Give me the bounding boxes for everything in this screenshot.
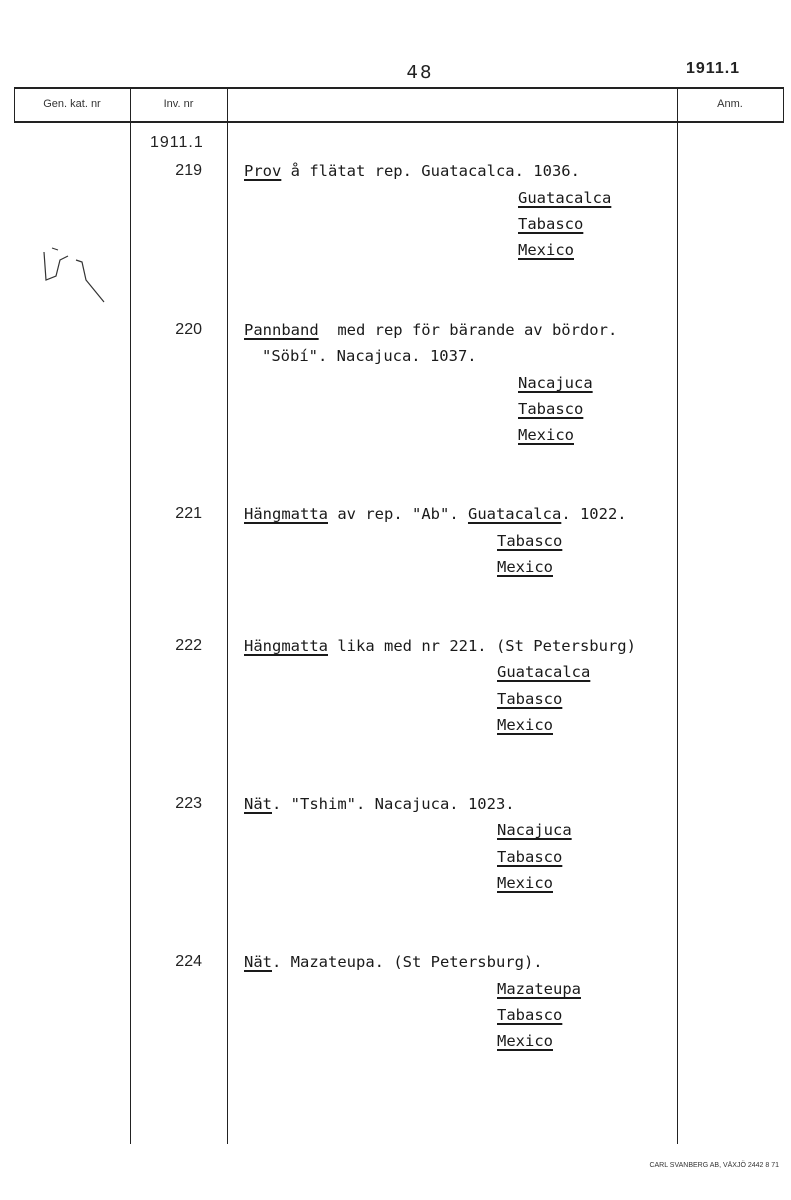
inv-number-221: 221 xyxy=(175,505,202,522)
column-header-anm: Anm. xyxy=(717,98,743,110)
entry-220-location-3: Mexico xyxy=(518,426,574,444)
entry-219-title: Prov xyxy=(244,162,282,180)
inv-number-223: 223 xyxy=(175,795,202,812)
entry-220-text: med rep för bärande av bördor. xyxy=(318,321,618,339)
entry-222-title: Hängmatta xyxy=(244,637,328,655)
entry-222-location-1: Guatacalca xyxy=(497,663,591,681)
entry-223-location-3: Mexico xyxy=(497,874,553,892)
entry-223-title: Nät xyxy=(244,795,272,813)
entry-223-location-2: Tabasco xyxy=(497,848,563,866)
header-year: 1911.1 xyxy=(686,60,741,77)
column-divider-desc xyxy=(227,87,228,1144)
column-divider-anm xyxy=(677,87,678,1144)
entry-219-text: å flätat rep. Guatacalca. 1036. xyxy=(281,162,580,180)
entry-221-location-2: Mexico xyxy=(497,558,553,576)
entry-223-location-1: Nacajuca xyxy=(497,821,572,839)
entry-220-description-2: "Söbí". Nacajuca. 1037. xyxy=(262,347,477,365)
entry-224-text: . Mazateupa. (St Petersburg). xyxy=(272,953,543,971)
entry-224-description xyxy=(244,953,543,971)
entry-219-description xyxy=(244,162,580,180)
column-header-gen-kat: Gen. kat. nr xyxy=(43,98,101,110)
page-number: 48 xyxy=(406,62,434,83)
entry-222-description xyxy=(244,637,636,655)
column-divider-right-edge xyxy=(783,87,784,122)
printer-imprint: CARL SVANBERG AB, VÄXJÖ 2442 8 71 xyxy=(649,1162,779,1169)
entry-223-text: . "Tshim". Nacajuca. 1023. xyxy=(272,795,515,813)
entry-221-text-2: . 1022. xyxy=(561,505,627,523)
entry-221-description xyxy=(244,505,627,523)
handwritten-mark xyxy=(30,240,110,310)
entry-224-title: Nät xyxy=(244,953,272,971)
entry-221-title: Hängmatta xyxy=(244,505,328,523)
column-header-inv: Inv. nr xyxy=(163,98,194,110)
entry-220-description xyxy=(244,321,617,339)
entry-221-location-1: Tabasco xyxy=(497,532,563,550)
entry-219-location-1: Guatacalca xyxy=(518,189,612,207)
entry-220-location-2: Tabasco xyxy=(518,400,584,418)
entry-224-location-1: Mazateupa xyxy=(497,980,581,998)
inv-number-219: 219 xyxy=(175,162,202,179)
inv-number-222: 222 xyxy=(175,637,202,654)
entry-220-title: Pannband xyxy=(244,321,319,339)
entry-219-location-3: Mexico xyxy=(518,241,574,259)
entry-224-location-3: Mexico xyxy=(497,1032,553,1050)
inv-number-220: 220 xyxy=(175,321,202,338)
entry-222-location-3: Mexico xyxy=(497,716,553,734)
column-divider-inv xyxy=(130,87,131,1144)
entry-220-location-1: Nacajuca xyxy=(518,374,593,392)
entry-221-text: av rep. "Ab". xyxy=(328,505,468,523)
entry-224-location-2: Tabasco xyxy=(497,1006,563,1024)
entry-222-location-2: Tabasco xyxy=(497,690,563,708)
entry-219-location-2: Tabasco xyxy=(518,215,584,233)
inv-year-heading: 1911.1 xyxy=(150,134,204,151)
inv-number-224: 224 xyxy=(175,953,202,970)
entry-221-place: Guatacalca xyxy=(467,505,562,523)
entry-222-text: lika med nr 221. (St Petersburg) xyxy=(328,637,636,655)
entry-223-description xyxy=(244,795,515,813)
